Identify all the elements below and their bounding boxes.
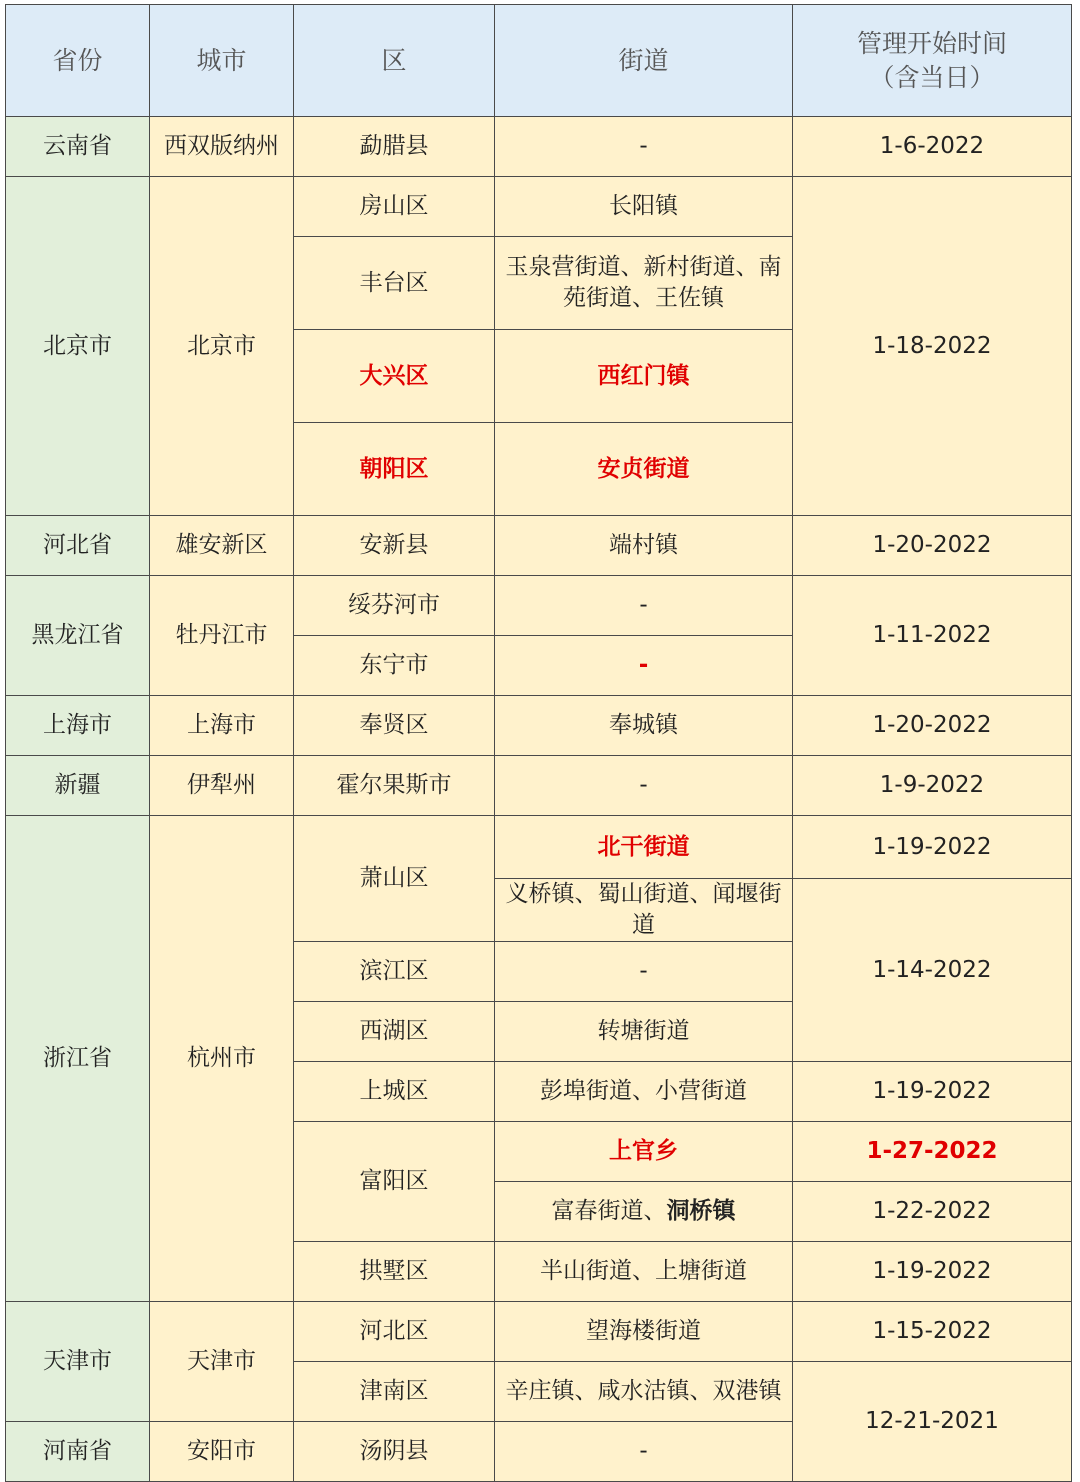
cell-city: 伊犁州 — [150, 756, 294, 816]
cell-street: 转塘街道 — [495, 1002, 793, 1062]
cell-district: 勐腊县 — [294, 117, 495, 177]
table-row — [6, 516, 1072, 576]
cell-province: 河北省 — [6, 516, 150, 576]
cell-province: 云南省 — [6, 117, 150, 177]
cell-district: 东宁市 — [294, 636, 495, 696]
cell-street: - — [495, 636, 793, 696]
cell-date: 1-20-2022 — [793, 696, 1072, 756]
cell-district: 大兴区 — [294, 330, 495, 423]
cell-city: 牡丹江市 — [150, 576, 294, 696]
table-row — [6, 576, 1072, 636]
cell-street: 半山街道、上塘街道 — [495, 1242, 793, 1302]
cell-date: 1-15-2022 — [793, 1302, 1072, 1362]
cell-date: 1-19-2022 — [793, 1242, 1072, 1302]
cell-province: 上海市 — [6, 696, 150, 756]
header-start-time: 管理开始时间 （含当日） — [793, 5, 1072, 117]
cell-province: 新疆 — [6, 756, 150, 816]
cell-district: 汤阴县 — [294, 1422, 495, 1482]
table-row — [6, 1302, 1072, 1362]
cell-date: 1-6-2022 — [793, 117, 1072, 177]
cell-city: 上海市 — [150, 696, 294, 756]
cell-district: 富阳区 — [294, 1122, 495, 1242]
cell-street: 安贞街道 — [495, 423, 793, 516]
cell-district: 房山区 — [294, 177, 495, 237]
cell-city: 天津市 — [150, 1302, 294, 1422]
cell-street: 端村镇 — [495, 516, 793, 576]
cell-street: 奉城镇 — [495, 696, 793, 756]
street-part-bold: 洞桥镇 — [666, 1198, 736, 1224]
cell-street: 望海楼街道 — [495, 1302, 793, 1362]
header-row — [6, 5, 1072, 117]
header-district: 区 — [294, 5, 495, 117]
cell-province: 天津市 — [6, 1302, 150, 1422]
cell-city: 杭州市 — [150, 816, 294, 1302]
cell-province: 浙江省 — [6, 816, 150, 1302]
cell-city: 北京市 — [150, 177, 294, 516]
table-row — [6, 117, 1072, 177]
cell-street: - — [495, 117, 793, 177]
cell-date: 1-11-2022 — [793, 576, 1072, 696]
cell-date: 1-20-2022 — [793, 516, 1072, 576]
cell-city: 西双版纳州 — [150, 117, 294, 177]
cell-district: 上城区 — [294, 1062, 495, 1122]
street-part: 富春街道、 — [551, 1198, 667, 1224]
cell-district: 津南区 — [294, 1362, 495, 1422]
cell-street: 义桥镇、蜀山街道、闻堰街道 — [495, 879, 793, 942]
cell-date: 1-19-2022 — [793, 1062, 1072, 1122]
cell-street: 西红门镇 — [495, 330, 793, 423]
table-row — [6, 696, 1072, 756]
cell-date: 1-18-2022 — [793, 177, 1072, 516]
cell-district: 河北区 — [294, 1302, 495, 1362]
cell-date: 1-22-2022 — [793, 1182, 1072, 1242]
cell-district: 霍尔果斯市 — [294, 756, 495, 816]
cell-province: 北京市 — [6, 177, 150, 516]
cell-province: 河南省 — [6, 1422, 150, 1482]
cell-street: - — [495, 942, 793, 1002]
cell-date: 1-19-2022 — [793, 816, 1072, 879]
cell-province: 黑龙江省 — [6, 576, 150, 696]
control-area-table — [5, 4, 1072, 1482]
cell-date: 1-27-2022 — [793, 1122, 1072, 1182]
table-row — [6, 756, 1072, 816]
cell-district: 丰台区 — [294, 237, 495, 330]
cell-district: 拱墅区 — [294, 1242, 495, 1302]
cell-street: - — [495, 1422, 793, 1482]
cell-district: 绥芬河市 — [294, 576, 495, 636]
cell-street: 彭埠街道、小营街道 — [495, 1062, 793, 1122]
cell-city: 安阳市 — [150, 1422, 294, 1482]
cell-district: 萧山区 — [294, 816, 495, 942]
table-row — [6, 816, 1072, 879]
cell-district: 奉贤区 — [294, 696, 495, 756]
cell-street: - — [495, 756, 793, 816]
table-row — [6, 177, 1072, 237]
cell-district: 朝阳区 — [294, 423, 495, 516]
header-street: 街道 — [495, 5, 793, 117]
cell-street: 上官乡 — [495, 1122, 793, 1182]
cell-date: 1-14-2022 — [793, 879, 1072, 1062]
cell-street: - — [495, 576, 793, 636]
cell-street — [495, 1182, 793, 1242]
cell-district: 滨江区 — [294, 942, 495, 1002]
header-city: 城市 — [150, 5, 294, 117]
cell-district: 西湖区 — [294, 1002, 495, 1062]
header-province: 省份 — [6, 5, 150, 117]
cell-street: 辛庄镇、咸水沽镇、双港镇 — [495, 1362, 793, 1422]
cell-date: 1-9-2022 — [793, 756, 1072, 816]
cell-district: 安新县 — [294, 516, 495, 576]
cell-street: 玉泉营街道、新村街道、南苑街道、王佐镇 — [495, 237, 793, 330]
cell-street: 长阳镇 — [495, 177, 793, 237]
cell-city: 雄安新区 — [150, 516, 294, 576]
cell-street: 北干街道 — [495, 816, 793, 879]
cell-date: 12-21-2021 — [793, 1362, 1072, 1482]
